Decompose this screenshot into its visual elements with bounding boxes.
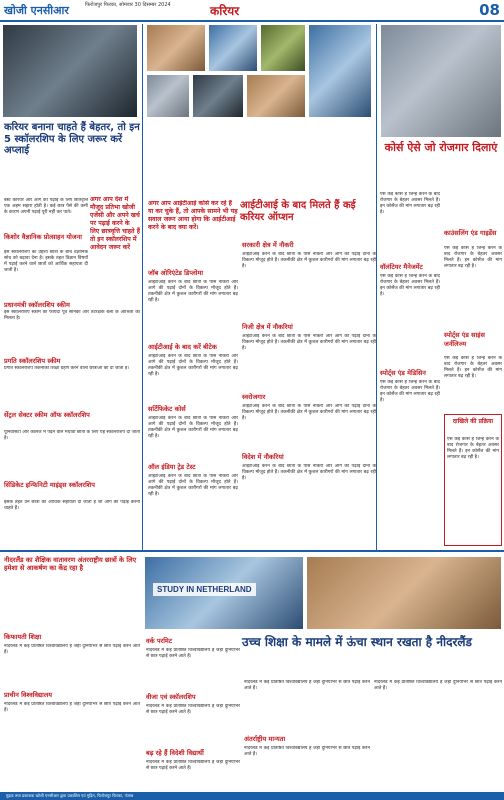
iti-photo-2 [208, 24, 258, 72]
iti-photo-5 [192, 74, 244, 118]
netherlands-callout: नीदरलैंड का शैक्षिक वातावरण अंतरराष्ट्रीय छात्रों के लिए हमेशा से आकर्षण का केंद्र रहा है [4, 556, 137, 572]
center-sub6: निजी क्षेत्र में नौकरियां [242, 323, 293, 331]
left-section4-title: सेंट्रल सेक्टर स्कीम ऑफ स्कॉलरशिप [4, 411, 90, 419]
admission-box-title: दाखिले की प्रक्रिया [452, 418, 494, 425]
left-section1-text: इस स्कॉलरशिप का उद्देश्य छात्रों के बीच वैज्ञानिक सोच को बढ़ावा देना है। इसके तहत विज्ञान विषयों में पढ़ाई करने वाले छात्रों को आर्थिक सहायता दी जाती है। [4, 250, 88, 273]
center-body-text-2: आईटीआई करने के बाद छात्रों के पास नौकरी और आगे की पढ़ाई दोनों के विकल्प मौजूद होते हैं। तकनीकी क्षेत्र में कुशल कारीगरों की मांग लगातार बढ़ रही है। [148, 354, 238, 377]
right-body-text-1: ऐसे कई कोर्स हैं जिन्हें करने के बाद रोजगार के बेहतर अवसर मिलते हैं। इन कोर्सेज की मांग लगातार बढ़ रही है। [380, 192, 440, 215]
left-section2-body [4, 310, 140, 350]
netherlands-photo [144, 556, 304, 630]
left-intro-text: बेस्ट करियर और आगे की पढ़ाई के लिए छात्रवृत्ति एक अहम सहारा होती है। कई छात्र पैसे की कमी के कारण अपनी पढ़ाई पूरी नहीं कर पाते। [4, 198, 88, 215]
netherlands-body-7 [244, 746, 370, 788]
center-body-8 [242, 464, 376, 546]
left-section5-title: सिंडिकेट इन्फिनिटी माइंड्स स्कॉलरशिप [4, 481, 95, 489]
left-section3-body [4, 366, 140, 406]
center-body-text-7: आईटीआई करने के बाद छात्रों के पास नौकरी और आगे की पढ़ाई दोनों के विकल्प मौजूद होते हैं। तकनीकी क्षेत्र में कुशल कारीगरों की मांग लगातार बढ़ रही है। [242, 404, 376, 421]
column-divider [142, 24, 143, 550]
left-section1-body [4, 250, 88, 298]
left-headline: करियर बनाना चाहते हैं बेहतर, तो इन 5 स्कॉलरशिप के लिए जरूर करें अप्लाई [4, 122, 140, 156]
right-body-4 [444, 356, 502, 412]
left-intro [4, 198, 88, 228]
admission-box [444, 414, 502, 546]
right-sub4: स्पोर्ट्स एंड मेडिसिन [380, 369, 426, 377]
netherlands-body-text-4: नीदरलैंड में कई प्रतिष्ठित विश्वविद्यालय हैं जहां दुनियाभर से छात्र पढ़ाई करने आते हैं। [146, 704, 240, 715]
right-sub3: वॉलंटियर मैनेजमेंट [380, 263, 423, 271]
netherlands-body-4 [146, 704, 240, 746]
center-intro-callout: अगर आप आईटीआई कोर्स कर रहे हैं या कर चुके हैं, तो आपके सामने भी यह सवाल जरूर आया होगा कि आईटीआई करने के बाद क्या करें। [148, 200, 238, 231]
center-body-text-1: आईटीआई करने के बाद छात्रों के पास नौकरी और आगे की पढ़ाई दोनों के विकल्प मौजूद होते हैं। तकनीकी क्षेत्र में कुशल कारीगरों की मांग लगातार बढ़ रही है। [148, 280, 238, 303]
left-section4-body [4, 430, 140, 474]
scholarship-photo [2, 24, 138, 118]
right-body-text-2: ऐसे कई कोर्स हैं जिन्हें करने के बाद रोजगार के बेहतर अवसर मिलते हैं। इन कोर्सेज की मांग लगातार बढ़ रही है। [444, 246, 502, 269]
section-title: करियर [210, 4, 240, 18]
netherlands-headline: उच्च शिक्षा के मामले में ऊंचा स्थान रखता है नीदरलैंड [242, 635, 472, 649]
left-section4-text: यूनिवर्सिटी और कॉलेज में पढ़ने वाले मेधावी छात्रों के लिए यह स्कॉलरशिप दी जाती है। [4, 430, 140, 441]
netherlands-body-text-3: नीदरलैंड में कई प्रतिष्ठित विश्वविद्यालय हैं जहां दुनियाभर से छात्र पढ़ाई करने आते हैं। [146, 648, 240, 659]
center-sub5: सरकारी क्षेत्र में नौकरी [242, 241, 294, 249]
masthead [0, 0, 504, 22]
right-body-3 [380, 274, 440, 364]
left-callout: अगर आप देश में मौजूद प्रतिभा खोजी एजेंसी और अपने खर्च पर पढ़ाई करने के लिए छात्रवृत्ति चाहते हैं तो इन स्कॉलरशिप में आवेदन जरूर करें [90, 196, 140, 251]
iti-photo-1 [146, 24, 206, 72]
study-in-netherland-label: STUDY IN NETHERLAND [153, 583, 256, 596]
center-body-3 [148, 416, 238, 460]
right-sub1: काउंसलिंग एंड गाइडेंस [444, 229, 497, 237]
date-line: फिरोजपुर फिरका, सोमवार 30 दिसम्बर 2024 [85, 2, 171, 8]
center-sub4: ऑल इंडिया ट्रेड टेस्ट [148, 463, 196, 471]
center-headline: आईटीआई के बाद मिलते हैं कई करियर ऑप्शन [240, 200, 356, 223]
netherlands-sub3: बढ़ रहे हैं विदेशी विद्यार्थी [146, 749, 204, 757]
right-body-1 [380, 192, 440, 252]
right-sub2: स्पोर्ट्स एंड साइंस जर्नलिज्म [444, 331, 485, 348]
left-section2-title: प्रधानमंत्री स्कॉलरशिप स्कीम [4, 301, 70, 309]
iti-photo-6 [246, 74, 306, 118]
right-body-text-3: ऐसे कई कोर्स हैं जिन्हें करने के बाद रोजगार के बेहतर अवसर मिलते हैं। इन कोर्सेज की मांग लगातार बढ़ रही है। [380, 274, 440, 297]
center-sub1: जॉब ओरिएंटेड डिप्लोमा [148, 269, 204, 277]
center-body-text-3: आईटीआई करने के बाद छात्रों के पास नौकरी और आगे की पढ़ाई दोनों के विकल्प मौजूद होते हैं। तकनीकी क्षेत्र में कुशल कारीगरों की मांग लगातार बढ़ रही है। [148, 416, 238, 439]
left-section2-text: इस स्कॉलरशिप स्कीम का फायदा पूर्व सैनिकों और तटरक्षक बलों के आश्रितों को मिलता है। [4, 310, 140, 321]
center-sub3: सर्टिफिकेट कोर्स [148, 405, 186, 413]
netherlands-sub1: वर्क परमिट [146, 637, 173, 645]
right-body-text-4: ऐसे कई कोर्स हैं जिन्हें करने के बाद रोजगार के बेहतर अवसर मिलते हैं। इन कोर्सेज की मांग लगातार बढ़ रही है। [444, 356, 502, 379]
center-sub2: आईटीआई के बाद करें बीटेक [148, 343, 217, 351]
netherlands-body-text-6: नीदरलैंड में कई प्रतिष्ठित विश्वविद्यालय हैं जहां दुनियाभर से छात्र पढ़ाई करने आते हैं। [244, 680, 370, 691]
admission-box-body [447, 437, 499, 543]
iti-photo-7 [308, 24, 372, 118]
netherlands-body-3 [146, 648, 240, 688]
center-body-4 [148, 474, 238, 546]
center-body-text-6: आईटीआई करने के बाद छात्रों के पास नौकरी और आगे की पढ़ाई दोनों के विकल्प मौजूद होते हैं। तकनीकी क्षेत्र में कुशल कारीगरों की मांग लगातार बढ़ रही है। [242, 334, 376, 351]
center-body-2 [148, 354, 238, 404]
netherlands-sub2: वीजा एवं स्कॉलरशिप [146, 693, 196, 701]
center-body-6 [242, 334, 376, 388]
netherlands-sub6: प्राचीन विश्वविद्यालय [4, 691, 52, 699]
center-body-text-8: आईटीआई करने के बाद छात्रों के पास नौकरी और आगे की पढ़ाई दोनों के विकल्प मौजूद होते हैं। तकनीकी क्षेत्र में कुशल कारीगरों की मांग लगातार बढ़ रही है। [242, 464, 376, 481]
netherlands-body-1 [4, 644, 140, 686]
netherlands-body-5 [146, 760, 240, 788]
right-body-text-5: ऐसे कई कोर्स हैं जिन्हें करने के बाद रोजगार के बेहतर अवसर मिलते हैं। इन कोर्सेज की मांग लगातार बढ़ रही है। [380, 380, 440, 403]
newspaper-logo: खोजी एनसीआर [4, 4, 69, 17]
netherlands-body-text-2: नीदरलैंड में कई प्रतिष्ठित विश्वविद्यालय हैं जहां दुनियाभर से छात्र पढ़ाई करने आते हैं। [4, 702, 140, 713]
netherlands-sub5: किफायती शिक्षा [4, 633, 42, 641]
center-sub7: स्वरोजगार [242, 393, 266, 401]
netherlands-body-2 [4, 702, 140, 788]
section-divider [0, 550, 504, 552]
netherlands-body-8 [374, 680, 502, 788]
netherlands-body-6 [244, 680, 370, 732]
center-body-5 [242, 252, 376, 318]
center-body-7 [242, 404, 376, 450]
admission-box-text: ऐसे कई कोर्स हैं जिन्हें करने के बाद रोजगार के बेहतर अवसर मिलते हैं। इन कोर्सेज की मांग लगातार बढ़ रही है। [447, 437, 499, 460]
netherlands-body-text-1: नीदरलैंड में कई प्रतिष्ठित विश्वविद्यालय हैं जहां दुनियाभर से छात्र पढ़ाई करने आते हैं। [4, 644, 140, 655]
center-body-1 [148, 280, 238, 340]
left-section3-title: प्रगति स्कॉलरशिप स्कीम [4, 357, 61, 365]
column-divider-2 [376, 24, 377, 550]
netherlands-body-text-5: नीदरलैंड में कई प्रतिष्ठित विश्वविद्यालय हैं जहां दुनियाभर से छात्र पढ़ाई करने आते हैं। [146, 760, 240, 771]
iti-photo-3 [260, 24, 306, 72]
right-body-2 [444, 246, 502, 324]
footer-imprint: मुद्रक तथा प्रकाशक खोजी एनसीआर द्वारा प्रकाशित एवं मुद्रित, फिरोजपुर फिरका, पंजाब [0, 792, 504, 800]
iti-photo-4 [146, 74, 190, 118]
left-section5-body [4, 500, 140, 546]
left-section3-text: प्रगति स्कॉलरशिप तकनीकी शिक्षा ग्रहण करने वाली छात्राओं को दी जाती है। [4, 366, 130, 371]
netherlands-body-text-8: नीदरलैंड में कई प्रतिष्ठित विश्वविद्यालय हैं जहां दुनियाभर से छात्र पढ़ाई करने आते हैं। [374, 680, 502, 691]
netherlands-houses-photo [306, 556, 502, 630]
page-number: 08 [479, 1, 500, 19]
center-body-text-4: आईटीआई करने के बाद छात्रों के पास नौकरी और आगे की पढ़ाई दोनों के विकल्प मौजूद होते हैं। तकनीकी क्षेत्र में कुशल कारीगरों की मांग लगातार बढ़ रही है। [148, 474, 238, 497]
right-headline: कोर्स ऐसे जो रोजगार दिलाएं [384, 141, 498, 154]
left-section5-text: इसके तहत उन छात्रों को आर्थिक सहायता दी जाती है जो आगे की पढ़ाई करना चाहते हैं। [4, 500, 140, 511]
center-sub8: विदेश में नौकरियां [242, 453, 284, 461]
right-body-5 [380, 380, 440, 470]
courses-photo [380, 24, 502, 138]
center-body-text-5: आईटीआई करने के बाद छात्रों के पास नौकरी और आगे की पढ़ाई दोनों के विकल्प मौजूद होते हैं। तकनीकी क्षेत्र में कुशल कारीगरों की मांग लगातार बढ़ रही है। [242, 252, 376, 269]
netherlands-sub4: अंतर्राष्ट्रीय मान्यता [244, 735, 286, 743]
netherlands-body-text-7: नीदरलैंड में कई प्रतिष्ठित विश्वविद्यालय हैं जहां दुनियाभर से छात्र पढ़ाई करने आते हैं। [244, 746, 370, 757]
left-section1-title: किशोर वैज्ञानिक प्रोत्साहन योजना [4, 233, 82, 241]
